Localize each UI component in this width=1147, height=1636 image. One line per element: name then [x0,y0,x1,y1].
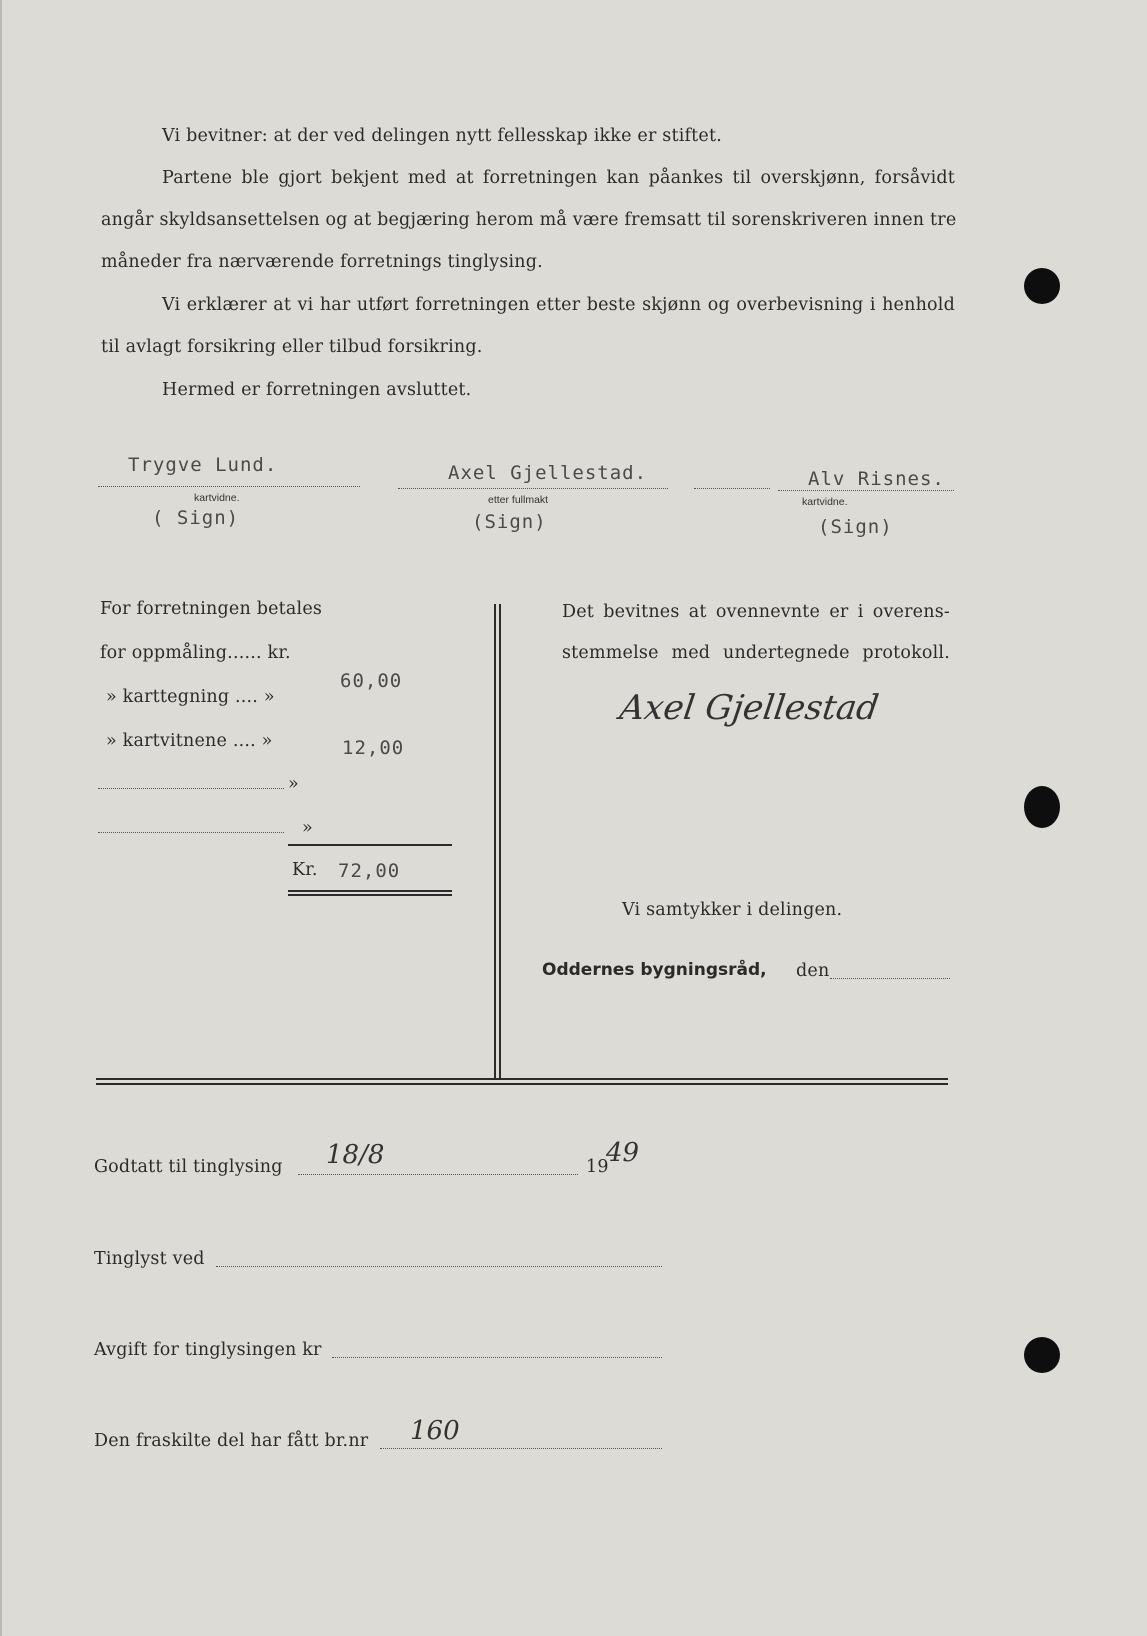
signature-line-1 [98,486,360,487]
signature-role-1: kartvidne. [194,492,240,504]
brnr-line [380,1448,662,1449]
punch-hole-middle [1024,786,1060,828]
paragraph-line: Hermed er forretningen avsluttet. [162,380,472,400]
consent-line: Vi samtykker i delingen. [622,900,843,920]
godtatt-date: 18/8 [326,1140,385,1170]
council-name: Oddernes bygningsråd, [542,960,767,980]
fee-label-oppmaling: for oppmåling...... kr. [100,643,291,663]
signature-sign-2: (Sign) [472,511,547,533]
signature-sign-3: (Sign) [818,516,893,538]
fee-blank-mark-1: » [288,774,299,794]
fee-blank-mark-2: » [302,818,313,838]
avgift-line [332,1357,662,1358]
section-rule-bottom [96,1083,948,1085]
paragraph-line: måneder fra nærværende forretnings tinglysing. [101,252,543,272]
vertical-divider-1 [494,604,496,1078]
fee-blank-line-1 [98,788,284,789]
fee-label-karttegning: » karttegning .... » [106,687,275,707]
paragraph-line: Vi erklærer at vi har utført forretningen etter beste skjønn og overbevisning i henhold [162,295,955,315]
fee-label-kartvitnene: » kartvitnene .... » [106,731,273,751]
tinglyst-label: Tinglyst ved [94,1249,205,1269]
year-suffix: 49 [606,1138,640,1168]
godtatt-date-line [298,1174,578,1175]
godtatt-label: Godtatt til tinglysing [94,1157,283,1177]
signature-line-2 [398,488,668,489]
avgift-label: Avgift for tinglysingen kr [94,1340,322,1360]
paragraph-line: angår skyldsansettelsen og at begjæring herom må være fremsatt til sorenskriveren innen tre [101,210,957,230]
signature-role-3: kartvidne. [802,496,848,508]
council-date-line [830,978,950,979]
council-den: den [796,961,830,981]
signature-name-2: Axel Gjellestad. [448,462,648,484]
paragraph-line: til avlagt forsikring eller tilbud forsikring. [101,337,483,357]
paragraph-line: Vi bevitner: at der ved delingen nytt fellesskap ikke er stiftet. [162,126,722,146]
vertical-divider-2 [499,604,501,1078]
fee-value-kartvitnene: 12,00 [342,737,405,759]
punch-hole-bottom [1024,1337,1060,1373]
brnr-value: 160 [410,1416,460,1446]
tinglyst-line [216,1266,662,1267]
brnr-label: Den fraskilte del har fått br.nr [94,1431,369,1451]
signature-sign-1: ( Sign) [152,507,240,529]
signature-role-2: etter fullmakt [488,494,549,506]
fee-total-label: Kr. [292,860,318,880]
signature-name-3: Alv Risnes. [808,468,945,490]
certification-line-1: Det bevitnes at ovennevnte er i overens- [562,602,950,622]
signature-line-3b [778,490,954,491]
fee-sum-rule [288,844,452,846]
section-rule-top [96,1078,948,1080]
year-prefix: 19 [586,1157,609,1177]
fee-total-value: 72,00 [338,860,401,882]
certification-line-2: stemmelse med undertegnede protokoll. [562,643,950,663]
paragraph-line: Partene ble gjort bekjent med at forretningen kan påankes til overskjønn, forsåvidt [162,168,955,188]
fee-value-oppmaling: 60,00 [340,670,403,692]
punch-hole-top [1024,268,1060,304]
fee-total-double-rule-2 [288,894,452,896]
fee-blank-line-2 [98,832,284,833]
certification-signature: Axel Gjellestad [617,688,882,728]
fees-heading: For forretningen betales [100,599,323,619]
fee-total-double-rule-1 [288,890,452,892]
signature-name-1: Trygve Lund. [128,454,278,476]
signature-line-3a [694,488,770,489]
